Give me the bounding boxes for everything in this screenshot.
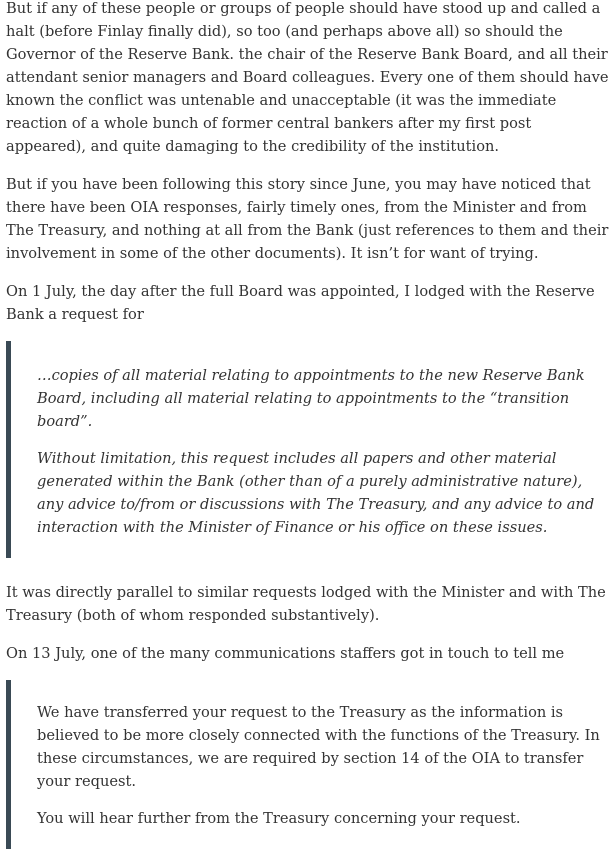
blockquote-reply bbox=[6, 680, 610, 849]
paragraph-1: But if any of these people or groups of people should have stood up and called a halt (before Finlay finally did), so too (and perhaps above all) so should the Governor of the Reserve Bank. the chair of the Reserve Bank Board, and all their attendant senior managers and Board colleagues. Every one of them should have known the conflict was untenable and unacceptable (it was the immediate reaction of a whole bunch of former central bankers after my first post appeared), and quite damaging to the credibility of the institution. bbox=[6, 0, 609, 155]
blockquote-reply-paragraph-2: You will hear further from the Treasury concerning your request. bbox=[37, 810, 521, 827]
paragraph-2: But if you have been following this story since June, you may have noticed that there have been OIA responses, fairly timely ones, from the Minister and from The Treasury, and nothing at all from the Bank (just references to them and their involvement in some of the other documents). It isn’t for want of trying. bbox=[6, 176, 609, 262]
paragraph-5: On 13 July, one of the many communications staffers got in touch to tell me bbox=[6, 645, 565, 662]
blockquote-request-paragraph-1: …copies of all material relating to appointments to the new Reserve Bank Board, including all material relating to appointments to the “transition board”. bbox=[37, 367, 585, 430]
blockquote-request-paragraph-2: Without limitation, this request includes all papers and other material generated within the Bank (other than of a purely administrative nature), any advice to/from or discussions with The Treasury, and any advice to and interaction with the Minister of Finance or his office on these issues. bbox=[37, 450, 595, 536]
blockquote-reply-paragraph-1: We have transferred your request to the Treasury as the information is believed to be more closely connected with the functions of the Treasury. In these circumstances, we are required by section 14 of the OIA to transfer your request. bbox=[37, 704, 600, 790]
article-body bbox=[6, 0, 610, 849]
paragraph-3: On 1 July, the day after the full Board was appointed, I lodged with the Reserve Bank a request for bbox=[6, 283, 595, 323]
blockquote-request bbox=[6, 341, 610, 558]
paragraph-4: It was directly parallel to similar requests lodged with the Minister and with The Treasury (both of whom responded substantively). bbox=[6, 584, 606, 624]
